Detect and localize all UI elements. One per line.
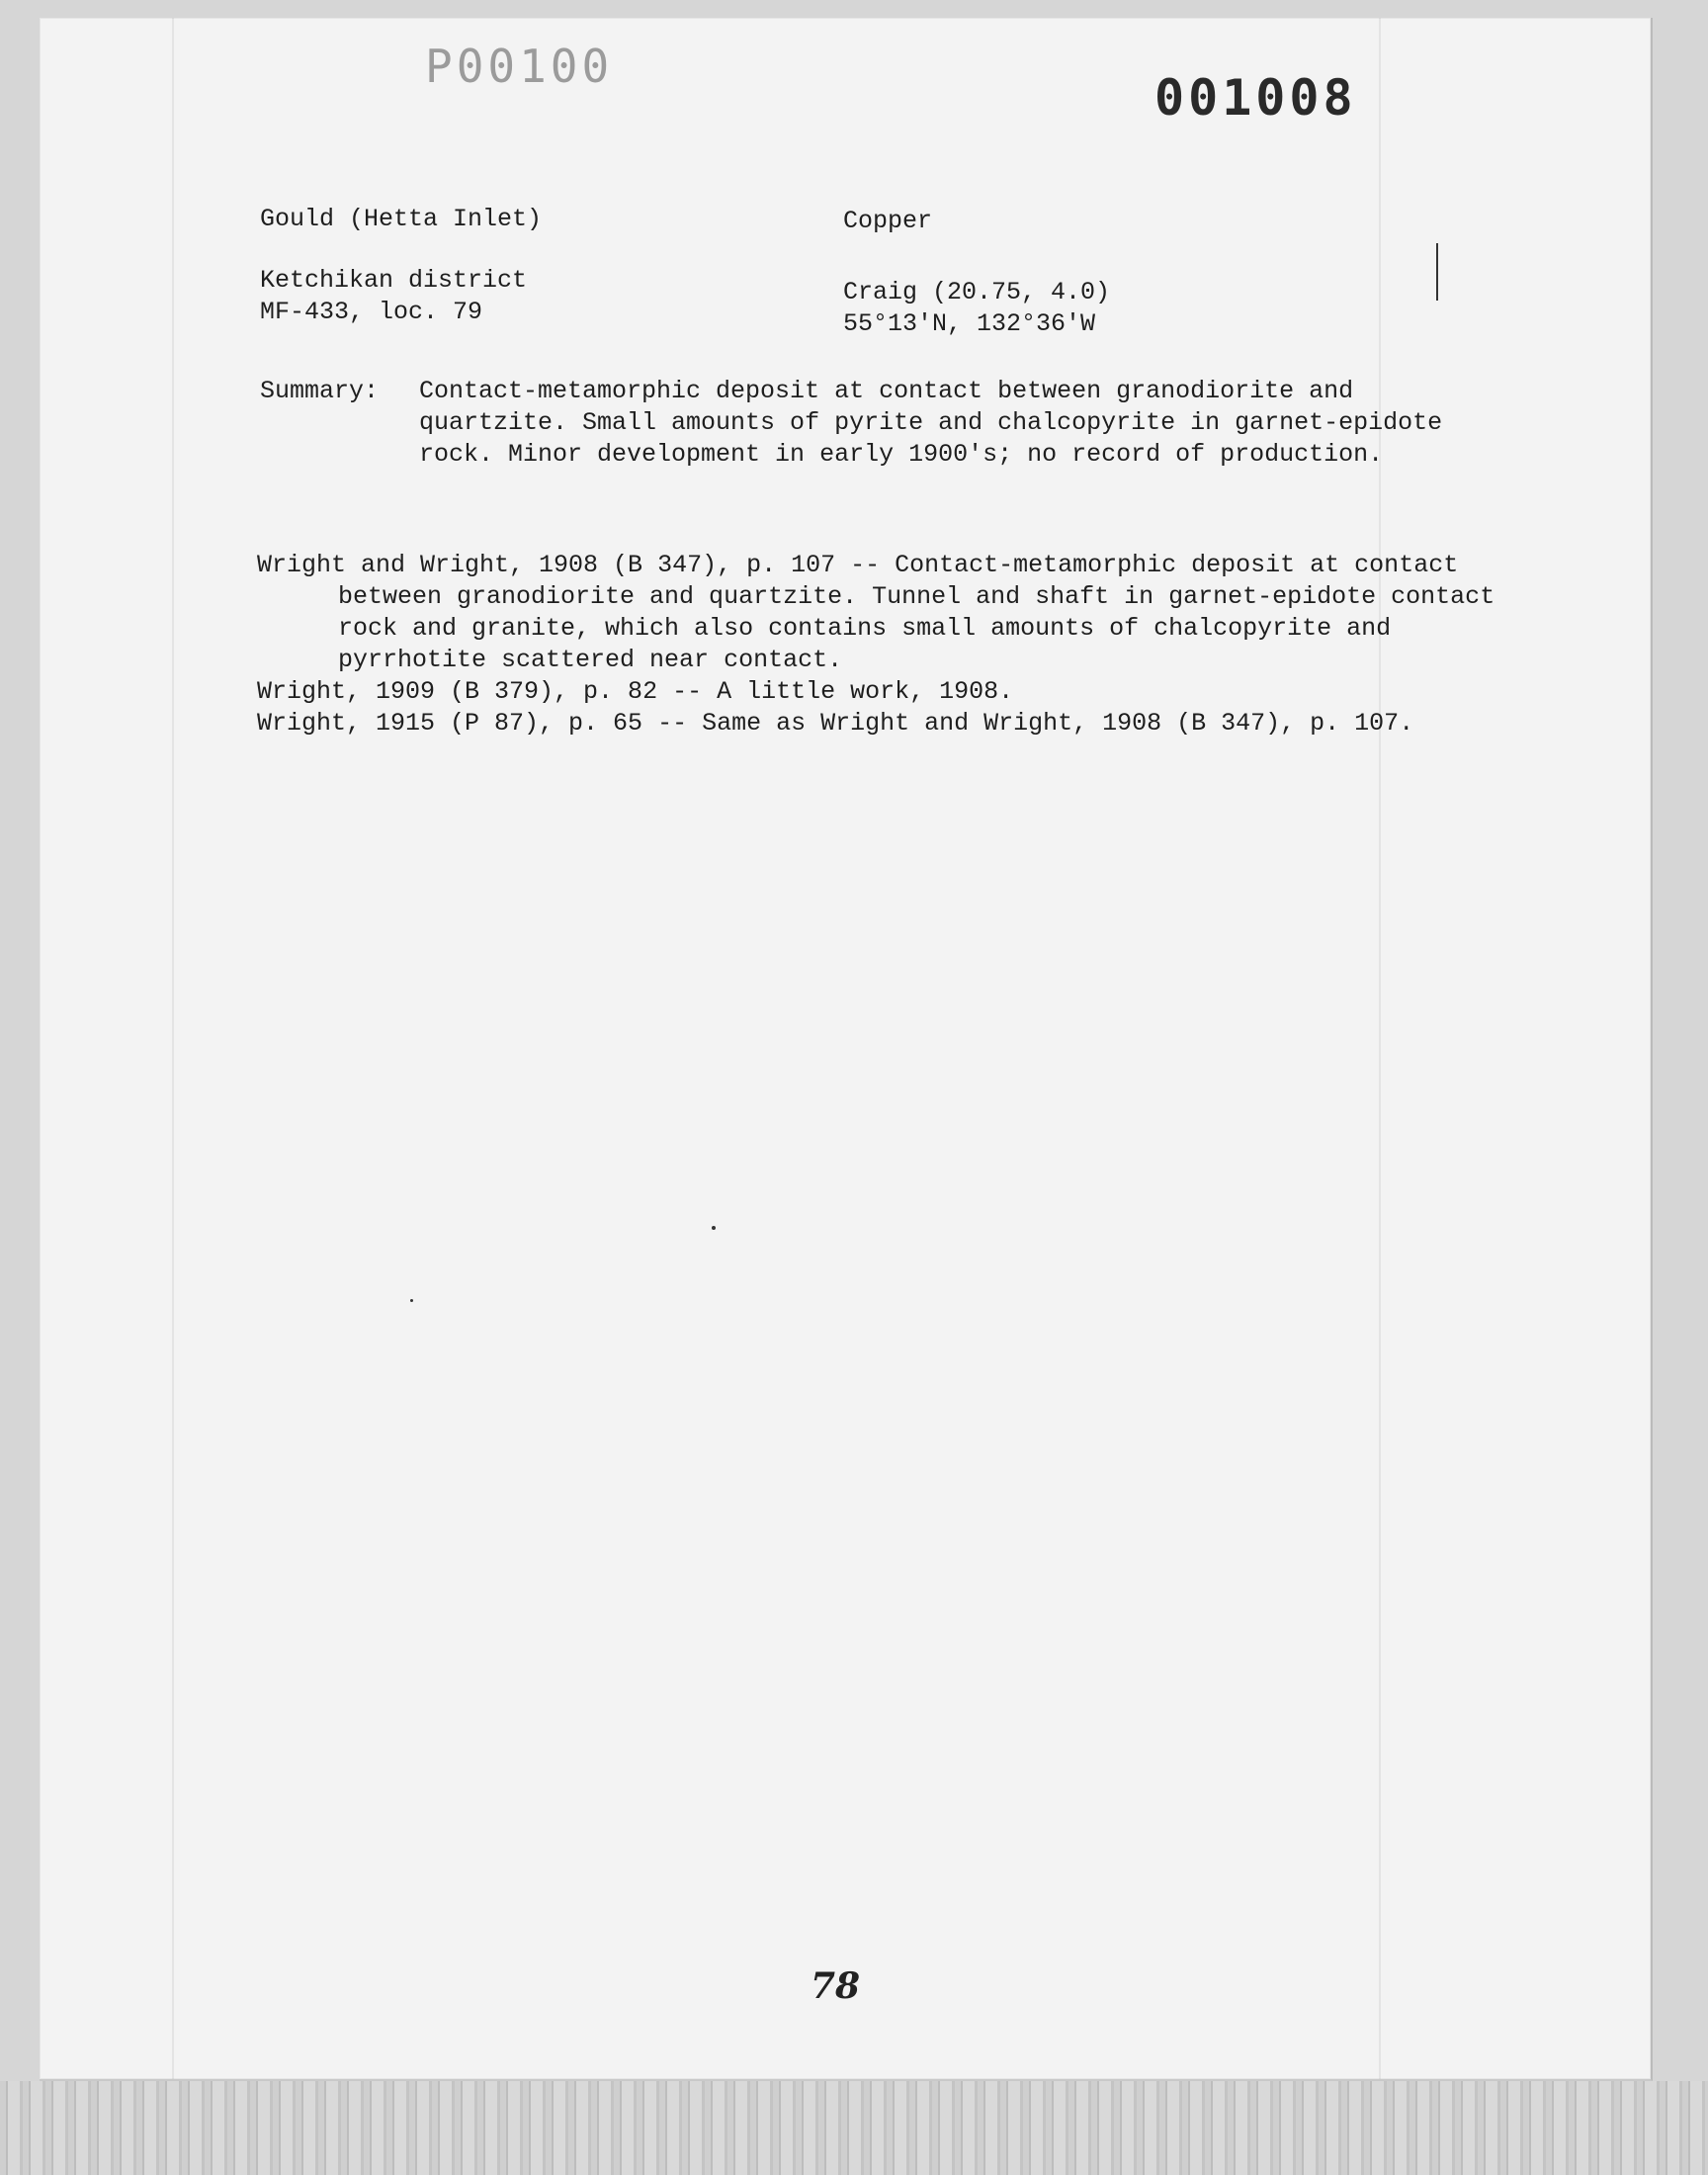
speck	[712, 1226, 716, 1230]
reference-entry: Wright, 1915 (P 87), p. 65 -- Same as Wright and Wright, 1908 (B 347), p. 107.	[257, 709, 1414, 738]
commodity: Copper	[843, 207, 933, 235]
quadrangle: Craig (20.75, 4.0)	[843, 278, 1111, 306]
margin-mark	[1436, 243, 1438, 301]
document-page	[40, 18, 1653, 2081]
faint-stamp-number: P00100	[425, 40, 614, 93]
reference-list	[257, 550, 1542, 740]
district: Ketchikan district	[260, 266, 528, 295]
summary-label: Summary:	[260, 377, 380, 405]
scanner-edge-strip	[0, 2081, 1708, 2175]
page-number: 78	[811, 1965, 861, 2007]
file-number-stamp: 001008	[1154, 69, 1357, 127]
deposit-name: Gould (Hetta Inlet)	[260, 205, 543, 233]
speck	[410, 1299, 413, 1302]
reference-entry: Wright and Wright, 1908 (B 347), p. 107 -- Contact-metamorphic deposit at contact between granodiorite and quartzite. Tunnel and shaft in garnet-epidote contact rock and granite, which also contains small amounts of chalcopyrite and pyrrhotite scattered near contact.	[257, 551, 1495, 674]
map-reference: MF-433, loc. 79	[260, 298, 483, 326]
fold-line	[1379, 18, 1381, 2079]
summary-text: Contact-metamorphic deposit at contact between granodiorite and quartzite. Small amounts of pyrite and chalcopyrite in garnet-epidote rock. Minor development in early 1900's; no record of production.	[419, 377, 1443, 469]
fold-line	[172, 18, 174, 2079]
reference-entry: Wright, 1909 (B 379), p. 82 -- A little work, 1908.	[257, 677, 1014, 706]
coordinates: 55°13'N, 132°36'W	[843, 309, 1096, 338]
